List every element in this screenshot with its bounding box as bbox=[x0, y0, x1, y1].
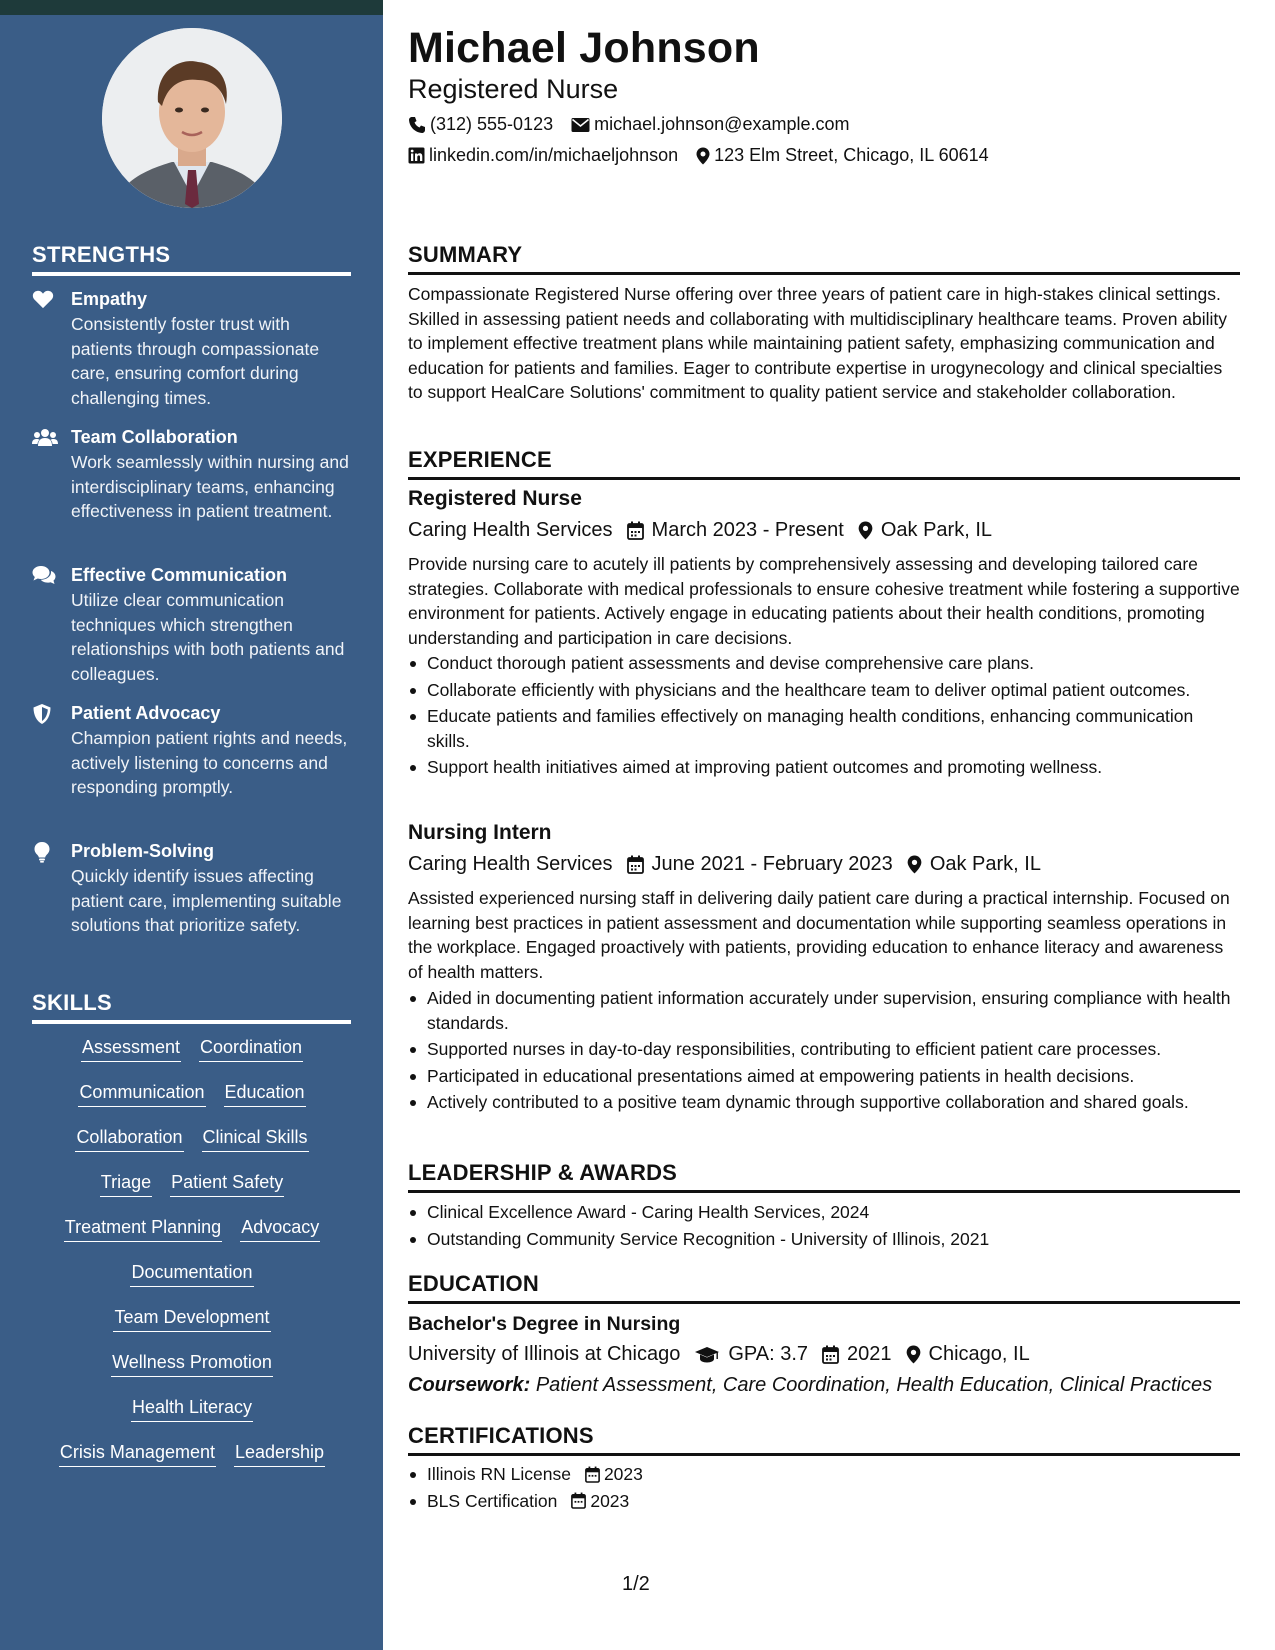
job-dates: June 2021 - February 2023 bbox=[651, 853, 893, 875]
degree-title: Bachelor's Degree in Nursing bbox=[408, 1313, 681, 1335]
graduation-year: 2021 bbox=[847, 1343, 892, 1365]
certification-item bbox=[408, 1489, 1240, 1514]
experience-heading: EXPERIENCE bbox=[408, 447, 552, 472]
awards-list bbox=[408, 1200, 1240, 1253]
sidebar-top-bar bbox=[0, 0, 383, 15]
job-description: Provide nursing care to acutely ill patients by comprehensively assessing and developing tailored care strategies. Collaborate with medical professionals to ensure cohesive treatment while fostering a supportive environment for patients. Actively engage in educating patients about their health conditions, promoting understanding and participation in care decisions. bbox=[408, 554, 1240, 648]
envelope-icon bbox=[571, 117, 590, 133]
skill-tag: Assessment bbox=[81, 1036, 181, 1062]
skill-tag: Patient Safety bbox=[170, 1171, 284, 1197]
school-location: Chicago, IL bbox=[928, 1343, 1030, 1365]
skill-tag: Treatment Planning bbox=[64, 1216, 222, 1242]
skill-tag: Leadership bbox=[234, 1441, 325, 1467]
summary-rule bbox=[408, 272, 1240, 275]
address-text: 123 Elm Street, Chicago, IL 60614 bbox=[714, 145, 989, 165]
candidate-role: Registered Nurse bbox=[408, 74, 619, 104]
phone-text: (312) 555-0123 bbox=[430, 114, 554, 134]
certifications-list bbox=[408, 1462, 1240, 1515]
job-description: Assisted experienced nursing staff in delivering daily patient care during a practical internship. Focused on learning best practices in patient assessment and documentation while supporting seamless operations in the workplace. Engaged proactively with patients, providing education to enhance literacy and awareness of health matters. bbox=[408, 888, 1230, 982]
calendar-icon bbox=[627, 521, 644, 540]
job-company: Caring Health Services bbox=[408, 519, 613, 541]
shield-icon bbox=[32, 703, 56, 725]
graduation-cap-icon bbox=[694, 1346, 720, 1364]
skill-tag: Education bbox=[224, 1081, 306, 1107]
comments-icon bbox=[32, 565, 56, 587]
award-item: Clinical Excellence Award - Caring Health Services, 2024 bbox=[408, 1200, 1240, 1225]
skills-heading: SKILLS bbox=[32, 990, 113, 1015]
skill-tag: Health Literacy bbox=[131, 1396, 253, 1422]
job-bullets bbox=[408, 651, 1240, 782]
certification-year: 2023 bbox=[590, 1490, 630, 1511]
strengths-rule bbox=[32, 272, 351, 276]
linkedin-link[interactable]: linkedin.com/in/michaeljohnson bbox=[429, 145, 679, 165]
certifications-rule bbox=[408, 1453, 1240, 1456]
calendar-icon bbox=[585, 1466, 600, 1483]
job-location: Oak Park, IL bbox=[929, 853, 1041, 875]
education-heading: EDUCATION bbox=[408, 1271, 539, 1296]
summary-heading: SUMMARY bbox=[408, 242, 523, 267]
skill-tag: Coordination bbox=[199, 1036, 303, 1062]
skill-row bbox=[64, 1216, 320, 1261]
skill-tag: Documentation bbox=[130, 1261, 253, 1287]
gpa-text: GPA: 3.7 bbox=[728, 1343, 809, 1365]
strength-title: Effective Communication bbox=[71, 565, 288, 585]
certifications-heading: CERTIFICATIONS bbox=[408, 1423, 594, 1448]
job-title: Registered Nurse bbox=[408, 487, 582, 510]
users-icon bbox=[32, 427, 56, 449]
job-bullet: Aided in documenting patient information accurately under supervision, ensuring compliance with health standards. bbox=[408, 986, 1240, 1035]
job-dates: March 2023 - Present bbox=[651, 519, 844, 541]
skill-row bbox=[81, 1036, 303, 1081]
calendar-icon bbox=[822, 1345, 839, 1364]
job-bullet: Actively contributed to a positive team dynamic through supportive collaboration and shared goals. bbox=[408, 1090, 1240, 1115]
leadership-rule bbox=[408, 1190, 1240, 1193]
job-bullet: Participated in educational presentations aimed at empowering patients in health decisions. bbox=[408, 1064, 1240, 1089]
strength-desc: Work seamlessly within nursing and interdisciplinary teams, enhancing effectiveness in patient treatment. bbox=[71, 452, 349, 521]
certification-name: Illinois RN License bbox=[427, 1464, 571, 1484]
job-title: Nursing Intern bbox=[408, 821, 552, 844]
map-pin-icon bbox=[906, 1345, 921, 1364]
school-name: University of Illinois at Chicago bbox=[408, 1343, 681, 1365]
candidate-name: Michael Johnson bbox=[408, 24, 760, 72]
skill-tag: Wellness Promotion bbox=[111, 1351, 273, 1377]
contact-row bbox=[408, 114, 850, 135]
experience-rule bbox=[408, 477, 1240, 480]
skill-tag: Communication bbox=[78, 1081, 205, 1107]
strengths-heading: STRENGTHS bbox=[32, 242, 171, 267]
profile-photo bbox=[102, 28, 282, 208]
job-bullet: Support health initiatives aimed at improving patient outcomes and promoting wellness. bbox=[408, 755, 1240, 780]
job-bullet: Collaborate efficiently with physicians and the healthcare team to deliver optimal patient outcomes. bbox=[408, 678, 1240, 703]
strength-desc: Utilize clear communication techniques which strengthen relationships with both patients and colleagues. bbox=[71, 590, 345, 684]
strength-desc: Quickly identify issues affecting patient care, implementing suitable solutions that prioritize safety. bbox=[71, 866, 342, 935]
job-bullet: Supported nurses in day-to-day responsibilities, contributing to efficient patient care processes. bbox=[408, 1037, 1240, 1062]
job-meta bbox=[408, 519, 992, 542]
job-meta bbox=[408, 853, 1041, 876]
strength-title: Empathy bbox=[71, 289, 148, 309]
skill-tag: Team Development bbox=[113, 1306, 270, 1332]
strength-title: Patient Advocacy bbox=[71, 703, 221, 723]
certification-name: BLS Certification bbox=[427, 1490, 558, 1511]
award-item: Outstanding Community Service Recognition - University of Illinois, 2021 bbox=[408, 1227, 1240, 1252]
strength-desc: Consistently foster trust with patients through compassionate care, ensuring comfort during challenging times. bbox=[71, 314, 320, 408]
map-pin-icon bbox=[907, 855, 922, 874]
education-rule bbox=[408, 1301, 1240, 1304]
job-bullets bbox=[408, 986, 1240, 1117]
skill-row bbox=[59, 1441, 325, 1486]
coursework-label: Coursework: bbox=[408, 1374, 531, 1396]
skill-row bbox=[113, 1306, 270, 1351]
skill-tag: Triage bbox=[100, 1171, 152, 1197]
strength-title: Problem-Solving bbox=[71, 841, 215, 861]
job-bullet: Conduct thorough patient assessments and devise comprehensive care plans. bbox=[408, 651, 1240, 676]
map-pin-icon bbox=[858, 521, 873, 540]
job-location: Oak Park, IL bbox=[880, 519, 993, 541]
sidebar bbox=[0, 0, 383, 1650]
summary-text: Compassionate Registered Nurse offering over three years of patient care in high-stakes clinical settings. Skilled in assessing patient needs and collaborating with multidisciplinary healthcare teams. Proven ability to implement effective treatment plans while maintaining patient safety, emphasizing communication and education for patients and families. Eager to contribute expertise in urogynecology and clinical specialties to support HealCare Solutions' commitment to quality patient service and stakeholder collaboration. bbox=[408, 284, 1228, 402]
skills-list bbox=[32, 1036, 352, 1486]
email-link[interactable]: michael.johnson@example.com bbox=[594, 114, 850, 134]
skills-rule bbox=[32, 1020, 351, 1024]
skill-tag: Crisis Management bbox=[59, 1441, 216, 1467]
strength-desc: Champion patient rights and needs, actively listening to concerns and responding promptly. bbox=[71, 728, 348, 797]
coursework-line bbox=[408, 1374, 1212, 1397]
page-number: 1/2 bbox=[622, 1573, 650, 1595]
coursework-text: Patient Assessment, Care Coordination, Health Education, Clinical Practices bbox=[535, 1374, 1213, 1396]
contact-row bbox=[408, 145, 989, 166]
lightbulb-icon bbox=[32, 841, 56, 863]
linkedin-icon bbox=[408, 147, 425, 164]
skill-row bbox=[78, 1081, 305, 1126]
skill-row bbox=[131, 1396, 253, 1441]
calendar-icon bbox=[571, 1492, 586, 1509]
skill-row bbox=[130, 1261, 253, 1306]
skill-tag: Collaboration bbox=[75, 1126, 183, 1152]
leadership-heading: LEADERSHIP & AWARDS bbox=[408, 1160, 678, 1185]
heart-icon bbox=[32, 289, 56, 311]
job-bullet: Educate patients and families effectively on managing health conditions, enhancing communication skills. bbox=[408, 704, 1240, 753]
skill-row bbox=[111, 1351, 273, 1396]
job-company: Caring Health Services bbox=[408, 853, 613, 875]
strength-title: Team Collaboration bbox=[71, 427, 238, 447]
calendar-icon bbox=[627, 855, 644, 874]
skill-tag: Clinical Skills bbox=[202, 1126, 309, 1152]
certification-item bbox=[408, 1462, 1240, 1487]
skill-tag: Advocacy bbox=[240, 1216, 320, 1242]
certification-year: 2023 bbox=[603, 1464, 643, 1484]
phone-icon bbox=[408, 116, 426, 134]
education-meta bbox=[408, 1343, 1030, 1366]
skill-row bbox=[100, 1171, 284, 1216]
map-pin-icon bbox=[696, 147, 710, 165]
skill-row bbox=[75, 1126, 308, 1171]
